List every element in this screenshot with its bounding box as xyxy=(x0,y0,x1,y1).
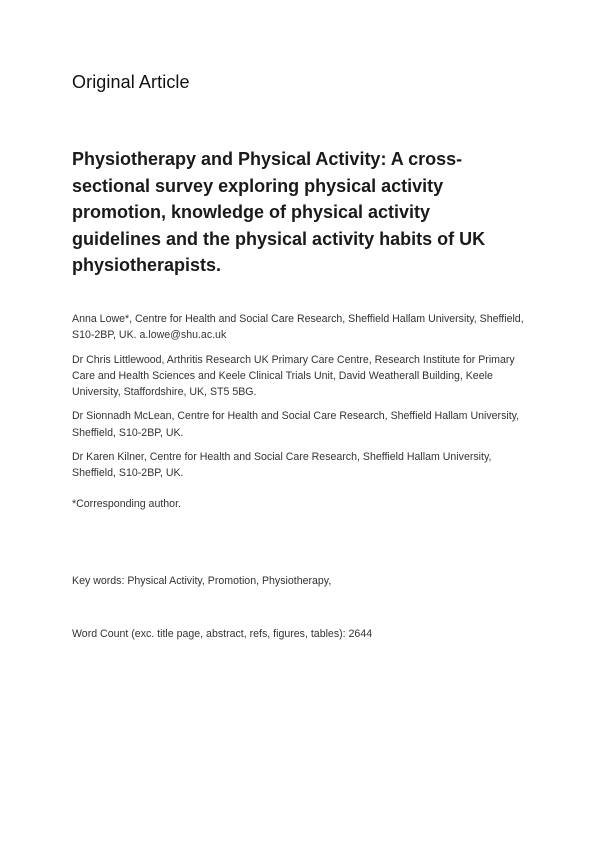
word-count-line: Word Count (exc. title page, abstract, refs, figures, tables): 2644 xyxy=(72,628,373,640)
keywords-line: Key words: Physical Activity, Promotion, Physiotherapy, xyxy=(72,575,332,587)
article-type-heading: Original Article xyxy=(72,72,190,92)
corresponding-author-note: *Corresponding author. xyxy=(72,498,181,510)
author-affiliation: Dr Karen Kilner, Centre for Health and Social Care Research, Sheffield Hallam University, Sheffield, S10-2BP, UK. xyxy=(72,451,492,480)
author-affiliation: Anna Lowe*, Centre for Health and Social Care Research, Sheffield Hallam University, Sheffield, S10-2BP, UK. a.lowe@shu.ac.uk xyxy=(72,313,524,342)
author-list xyxy=(72,311,527,490)
author-affiliation: Dr Chris Littlewood, Arthritis Research UK Primary Care Centre, Research Institute for Primary Care and Health Sciences and Keele Clinical Trials Unit, David Weatherall Building, Keele University, Staffordshire, UK, ST5 5BG. xyxy=(72,353,515,399)
author-affiliation: Dr Sionnadh McLean, Centre for Health and Social Care Research, Sheffield Hallam University, Sheffield, S10-2BP, UK. xyxy=(72,410,520,439)
article-title: Physiotherapy and Physical Activity: A cross-sectional survey exploring physical activity promotion, knowledge of physical activity guidelines and the physical activity habits of UK physiotherapists. xyxy=(72,149,486,275)
